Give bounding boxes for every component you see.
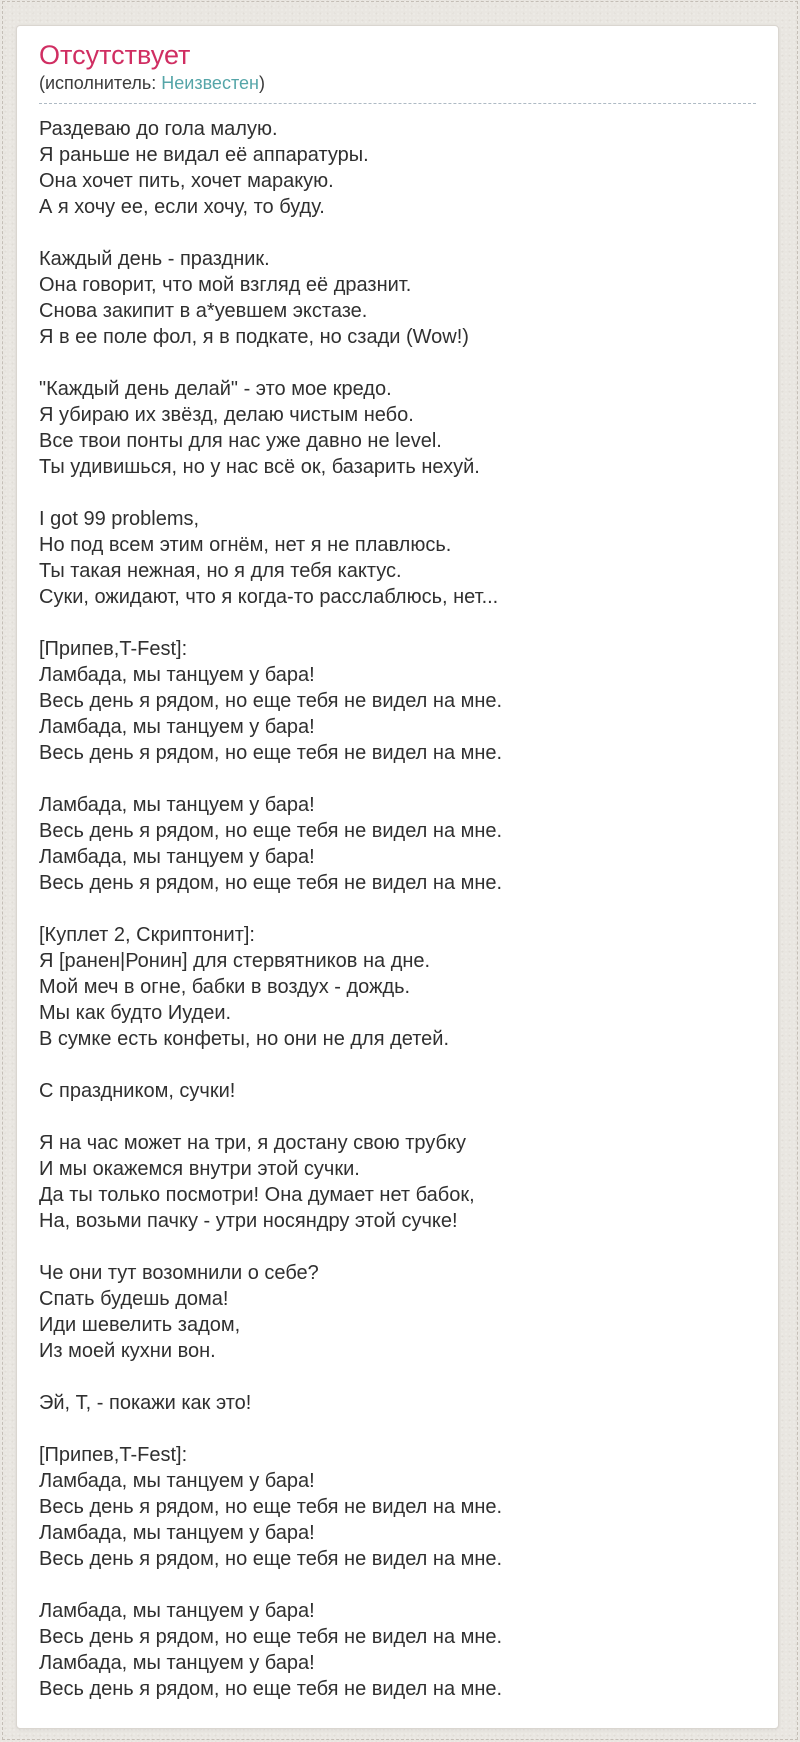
lyrics-line: С праздником, сучки! xyxy=(39,1080,236,1102)
lyrics-line: Весь день я рядом, но еще тебя не видел на мне. xyxy=(39,1678,503,1700)
lyrics-line: Я на час может на три, я достану свою трубку xyxy=(39,1132,466,1154)
stanza xyxy=(39,636,756,766)
lyrics-line: Ты такая нежная, но я для тебя кактус. xyxy=(39,560,402,582)
stanza xyxy=(39,246,756,350)
lyrics-line: Спать будешь дома! xyxy=(39,1288,229,1310)
lyrics-line: Раздеваю до гола малую. xyxy=(39,118,278,140)
lyrics-line: На, возьми пачку - утри носяндру этой сучке! xyxy=(39,1210,458,1232)
stanza xyxy=(39,1442,756,1572)
lyrics-line: И мы окажемся внутри этой сучки. xyxy=(39,1158,360,1180)
lyrics-line: Че они тут возомнили о себе? xyxy=(39,1262,319,1284)
song-title-link[interactable]: Отсутствует xyxy=(39,40,191,70)
lyrics-line: Снова закипит в а*уевшем экстазе. xyxy=(39,300,368,322)
lyrics-line: [Припев,T-Fest]: xyxy=(39,638,188,660)
lyrics-line: Она хочет пить, хочет маракую. xyxy=(39,170,334,192)
stanza xyxy=(39,1078,756,1104)
lyrics-line: Из моей кухни вон. xyxy=(39,1340,216,1362)
stanza xyxy=(39,1130,756,1234)
lyrics-line: Весь день я рядом, но еще тебя не видел на мне. xyxy=(39,1626,503,1648)
lyrics-line: Ламбада, мы танцуем у бара! xyxy=(39,846,315,868)
stanza xyxy=(39,376,756,480)
artist-link[interactable]: Неизвестен xyxy=(161,73,259,93)
lyrics-line: Ламбада, мы танцуем у бара! xyxy=(39,1522,315,1544)
stanza xyxy=(39,922,756,1052)
lyrics-line: Но под всем этим огнём, нет я не плавлюсь. xyxy=(39,534,452,556)
lyrics-line: Суки, ожидают, что я когда-то расслаблюсь, нет... xyxy=(39,586,499,608)
lyrics-line: Иди шевелить задом, xyxy=(39,1314,241,1336)
lyrics-line: Я в ее поле фол, я в подкате, но сзади (Wow!) xyxy=(39,326,469,348)
lyrics-line: Весь день я рядом, но еще тебя не видел на мне. xyxy=(39,742,503,764)
lyrics-card xyxy=(16,25,779,1729)
lyrics-line: Весь день я рядом, но еще тебя не видел на мне. xyxy=(39,1496,503,1518)
lyrics-text xyxy=(39,116,756,1702)
lyrics-line: "Каждый день делай" - это мое кредо. xyxy=(39,378,392,400)
stanza xyxy=(39,506,756,610)
stanza xyxy=(39,1260,756,1364)
lyrics-line: Ты удивишься, но у нас всё ок, базарить нехуй. xyxy=(39,456,480,478)
lyrics-line: Весь день я рядом, но еще тебя не видел на мне. xyxy=(39,820,503,842)
lyrics-line: В сумке есть конфеты, но они не для детей. xyxy=(39,1028,450,1050)
lyrics-line: Весь день я рядом, но еще тебя не видел на мне. xyxy=(39,690,503,712)
lyrics-line: Я [ранен|Ронин] для стервятников на дне. xyxy=(39,950,431,972)
song-title xyxy=(39,40,756,70)
stanza xyxy=(39,116,756,220)
lyrics-line: Я убираю их звёзд, делаю чистым небо. xyxy=(39,404,414,426)
lyrics-line: Она говорит, что мой взгляд её дразнит. xyxy=(39,274,412,296)
lyrics-line: Эй, Т, - покажи как это! xyxy=(39,1392,252,1414)
lyrics-line: А я хочу ее, если хочу, то буду. xyxy=(39,196,325,218)
lyrics-line: Ламбада, мы танцуем у бара! xyxy=(39,1600,315,1622)
lyrics-line: Да ты только посмотри! Она думает нет бабок, xyxy=(39,1184,475,1206)
lyrics-line: Ламбада, мы танцуем у бара! xyxy=(39,1470,315,1492)
lyrics-line: I got 99 problems, xyxy=(39,508,200,530)
lyrics-line: [Припев,T-Fest]: xyxy=(39,1444,188,1466)
lyrics-line: Весь день я рядом, но еще тебя не видел на мне. xyxy=(39,872,503,894)
lyrics-line: Все твои понты для нас уже давно не level. xyxy=(39,430,442,452)
artist-line xyxy=(39,72,756,104)
lyrics-line: [Куплет 2, Скриптонит]: xyxy=(39,924,255,946)
artist-label: (исполнитель: xyxy=(39,73,162,93)
lyrics-line: Каждый день - праздник. xyxy=(39,248,270,270)
lyrics-line: Мой меч в огне, бабки в воздух - дождь. xyxy=(39,976,411,998)
artist-label-close: ) xyxy=(258,73,265,93)
stanza xyxy=(39,792,756,896)
lyrics-line: Весь день я рядом, но еще тебя не видел на мне. xyxy=(39,1548,503,1570)
lyrics-line: Я раньше не видал её аппаратуры. xyxy=(39,144,369,166)
lyrics-line: Ламбада, мы танцуем у бара! xyxy=(39,716,315,738)
stanza xyxy=(39,1598,756,1702)
lyrics-line: Ламбада, мы танцуем у бара! xyxy=(39,1652,315,1674)
lyrics-line: Ламбада, мы танцуем у бара! xyxy=(39,664,315,686)
stanza xyxy=(39,1390,756,1416)
lyrics-line: Мы как будто Иудеи. xyxy=(39,1002,232,1024)
lyrics-line: Ламбада, мы танцуем у бара! xyxy=(39,794,315,816)
